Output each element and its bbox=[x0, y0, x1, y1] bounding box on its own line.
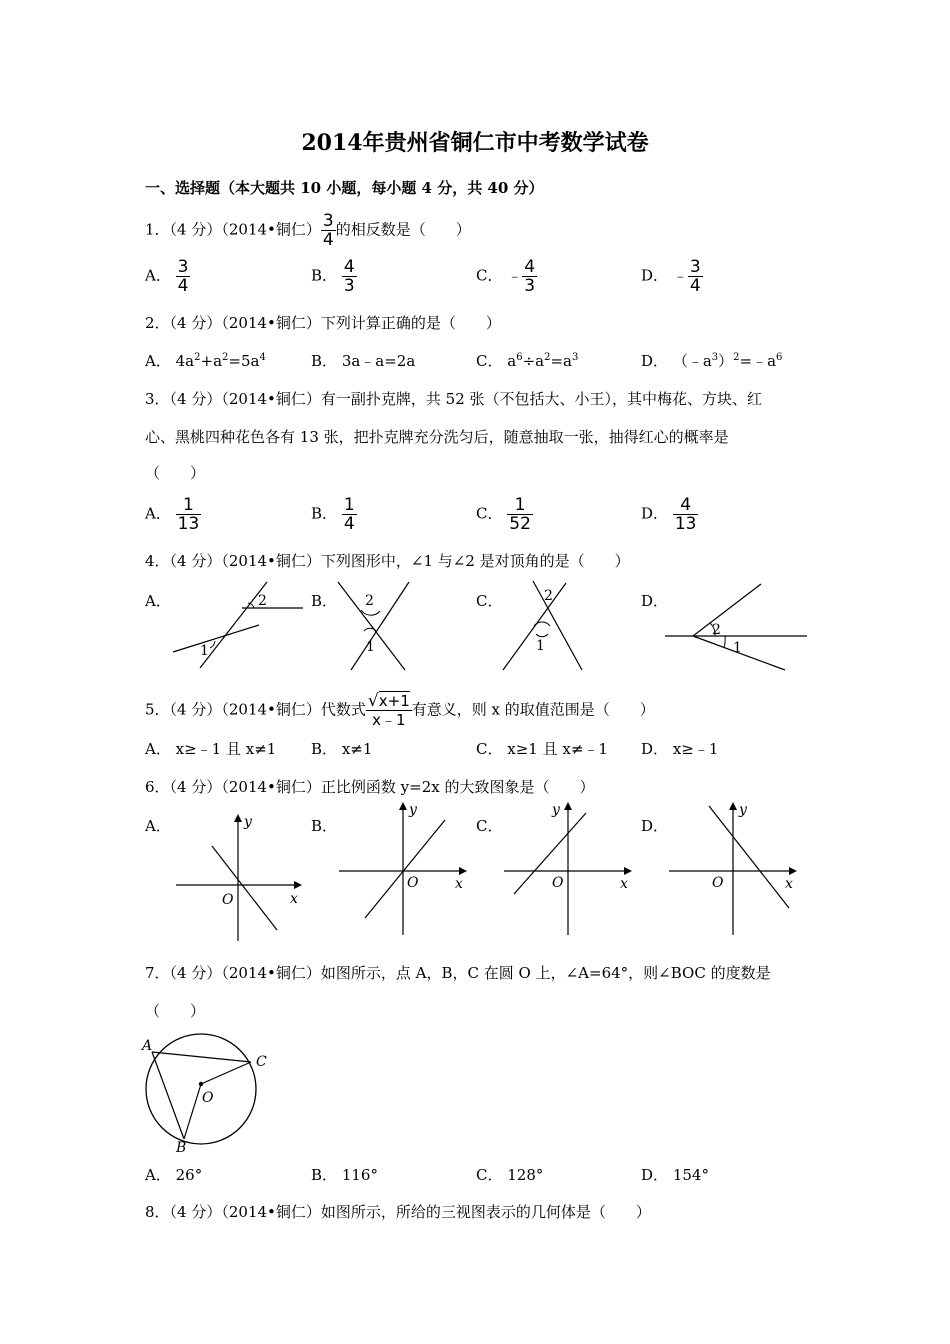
q2-option-c[interactable]: C． $a^6\div a^2=a^3$ bbox=[476, 352, 579, 370]
svg-text:C: C bbox=[256, 1054, 267, 1070]
q2-option-a[interactable]: A． $4a^2+a^2=5a^4$ bbox=[145, 352, 266, 370]
svg-text:1: 1 bbox=[366, 639, 375, 655]
q4-figure-b bbox=[335, 578, 415, 673]
q6-option-a[interactable]: A． bbox=[145, 817, 171, 835]
q3-option-d[interactable]: D． $\frac{4}{13}$ bbox=[641, 495, 697, 534]
q7-option-d[interactable]: D． 154° bbox=[641, 1166, 709, 1184]
svg-text:B: B bbox=[176, 1140, 187, 1156]
q6-option-d[interactable]: D． bbox=[641, 817, 669, 835]
svg-text:O: O bbox=[552, 875, 564, 891]
svg-text:O: O bbox=[202, 1090, 214, 1106]
q5-option-d[interactable]: D． x≥﹣1 bbox=[641, 740, 719, 758]
q4-option-a[interactable]: A． bbox=[145, 592, 171, 610]
q6-option-b[interactable]: B． bbox=[311, 817, 338, 835]
q4-figure-c bbox=[500, 578, 585, 673]
svg-text:2: 2 bbox=[544, 588, 553, 604]
question-3-line2: 心、黑桃四种花色各有 13 张，把扑克牌充分洗匀后，随意抽取一张，抽得红心的概率是 bbox=[145, 428, 729, 446]
q6-graph-a bbox=[172, 808, 307, 943]
q5-option-c[interactable]: C． x≥1 且 x≠﹣1 bbox=[476, 740, 608, 758]
svg-text:1: 1 bbox=[200, 643, 209, 659]
svg-text:1: 1 bbox=[536, 638, 545, 654]
svg-text:A: A bbox=[142, 1038, 153, 1054]
q1-stem: 的相反数是（ ） bbox=[335, 220, 471, 239]
q1-option-b[interactable]: B． $\frac{4}{3}$ bbox=[311, 257, 355, 296]
svg-text:x: x bbox=[455, 876, 463, 892]
q1-prefix: （4 分）（2014•铜仁） bbox=[169, 220, 321, 239]
question-2: 2．（4 分）（2014•铜仁）下列计算正确的是（ ） bbox=[145, 314, 501, 332]
svg-text:2: 2 bbox=[365, 593, 374, 609]
q2-option-d[interactable]: D． $(﹣a^3)^2=﹣a^6$ bbox=[641, 352, 783, 370]
q1-option-a[interactable]: A． $\frac{3}{4}$ bbox=[145, 257, 189, 296]
q4-option-b[interactable]: B． bbox=[311, 592, 338, 610]
q6-graph-d bbox=[667, 798, 802, 938]
question-1 bbox=[145, 212, 471, 249]
svg-text:x: x bbox=[785, 876, 793, 892]
question-3-line1: 3．（4 分）（2014•铜仁）有一副扑克牌，共 52 张（不包括大、小王），其中梅花、方块、红 bbox=[145, 390, 763, 408]
q3-option-b[interactable]: B． $\frac{1}{4}$ bbox=[311, 495, 355, 534]
question-5: 5．（4 分）（2014•铜仁）代数式 $\frac{√x+1}{x﹣1}$ 有意义，则 x 的取值范围是（ ） bbox=[145, 691, 655, 729]
svg-text:O: O bbox=[712, 875, 724, 891]
q1-option-c[interactable]: C． ﹣ $\frac{4}{3}$ bbox=[476, 257, 536, 296]
q6-option-c[interactable]: C． bbox=[476, 817, 503, 835]
question-7-line1: 7．（4 分）（2014•铜仁）如图所示，点 A，B，C 在圆 O 上，∠A=64°，则∠BOC 的度数是 bbox=[145, 964, 771, 982]
q2-option-b[interactable]: B． 3a﹣a=2a bbox=[311, 352, 416, 370]
svg-text:x: x bbox=[620, 876, 628, 892]
q4-figure-a bbox=[170, 578, 310, 668]
question-6: 6．（4 分）（2014•铜仁）正比例函数 y=2x 的大致图象是（ ） bbox=[145, 778, 595, 796]
q3-option-a[interactable]: A． $\frac{1}{13}$ bbox=[145, 495, 200, 534]
q1-option-d[interactable]: D． ﹣ $\frac{3}{4}$ bbox=[641, 257, 701, 296]
page-title: 2014年贵州省铜仁市中考数学试卷 bbox=[301, 130, 649, 156]
q1-number: 1． bbox=[145, 220, 170, 239]
q1-fraction: $\frac{3}{4}$ bbox=[322, 211, 334, 250]
svg-text:2: 2 bbox=[258, 593, 267, 609]
q4-option-c[interactable]: C． bbox=[476, 592, 503, 610]
svg-text:O: O bbox=[222, 892, 234, 908]
q7-option-b[interactable]: B． 116° bbox=[311, 1166, 378, 1184]
q7-option-c[interactable]: C． 128° bbox=[476, 1166, 544, 1184]
question-7-line2: （ ） bbox=[145, 1002, 206, 1020]
q7-option-a[interactable]: A． 26° bbox=[145, 1166, 203, 1184]
svg-text:y: y bbox=[739, 802, 747, 818]
q5-option-a[interactable]: A． x≥﹣1 且 x≠1 bbox=[145, 740, 277, 758]
question-3-line3: （ ） bbox=[145, 464, 206, 482]
svg-text:y: y bbox=[552, 802, 560, 818]
q5-option-b[interactable]: B． x≠1 bbox=[311, 740, 373, 758]
q5-radical-fraction: $\frac{√x+1}{x﹣1}$ bbox=[367, 691, 410, 729]
svg-text:y: y bbox=[409, 802, 417, 818]
q3-option-c[interactable]: C． $\frac{1}{52}$ bbox=[476, 495, 531, 534]
svg-text:1: 1 bbox=[733, 640, 742, 656]
question-8: 8．（4 分）（2014•铜仁）如图所示，所给的三视图表示的几何体是（ ） bbox=[145, 1203, 651, 1221]
question-4: 4．（4 分）（2014•铜仁）下列图形中，∠1 与∠2 是对顶角的是（ ） bbox=[145, 552, 630, 570]
svg-text:y: y bbox=[244, 814, 252, 830]
svg-text:O: O bbox=[407, 875, 419, 891]
svg-text:2: 2 bbox=[712, 622, 721, 638]
section-heading: 一、选择题（本大题共 10 小题，每小题 4 分，共 40 分） bbox=[145, 179, 544, 197]
q6-graph-b bbox=[337, 798, 472, 938]
q4-option-d[interactable]: D． bbox=[641, 592, 669, 610]
q6-graph-c bbox=[502, 798, 637, 938]
q4-figure-d bbox=[665, 578, 810, 673]
svg-text:x: x bbox=[290, 891, 298, 907]
q7-circle-figure bbox=[138, 1026, 278, 1156]
